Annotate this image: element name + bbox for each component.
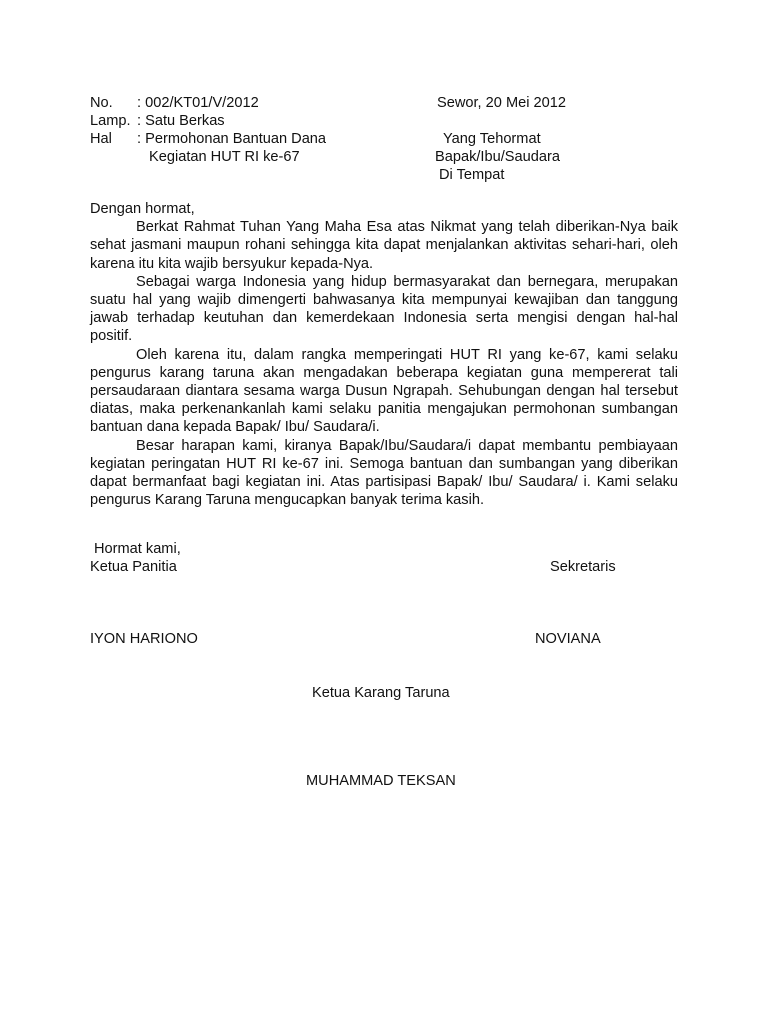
youth-org-chair-name: MUHAMMAD TEKSAN (306, 773, 456, 789)
number-value: : 002/KT01/V/2012 (137, 95, 259, 111)
secretary-name: NOVIANA (535, 631, 601, 647)
closing-greeting: Hormat kami, (94, 541, 181, 557)
chair-title: Ketua Panitia (90, 559, 177, 575)
chair-name: IYON HARIONO (90, 631, 198, 647)
body-paragraph-3: Oleh karena itu, dalam rangka memperingati HUT RI yang ke-67, kami selaku pengurus karang taruna akan mengadakan beberapa kegiatan guna mempererat tali persaudaraan diantara sesama warga Dusun Ngrapah. Sehubungan dengan hal tersebut diatas, maka perkenankanlah kami selaku panitia mengajukan permohonan sumbangan bantuan dana kepada Bapak/ Ibu/ Saudara/i. (90, 346, 678, 436)
youth-org-title: Ketua Karang Taruna (312, 685, 450, 701)
subject-label: Hal (90, 131, 112, 147)
subject-value: : Permohonan Bantuan Dana (137, 131, 327, 147)
body-paragraph-2: Sebagai warga Indonesia yang hidup bermasyarakat dan bernegara, merupakan suatu hal yang wajib dimengerti bahwasanya kita mempunyai kewajiban dan tanggung jawab terhadap keutuhan dan kemerdekaan Indonesia serta mengisi dengan hal-hal positif. (90, 273, 678, 345)
recipient-line-1: Yang Tehormat (443, 131, 541, 147)
recipient-line-2: Bapak/Ibu/Saudara (435, 149, 560, 165)
attachment-value: : Satu Berkas (137, 113, 225, 129)
place-date: Sewor, 20 Mei 2012 (437, 95, 566, 111)
secretary-title: Sekretaris (550, 559, 616, 575)
number-label: No. (90, 95, 113, 111)
subject-value-continued: Kegiatan HUT RI ke-67 (149, 149, 300, 165)
attachment-label: Lamp. (90, 113, 131, 129)
letter-body (90, 200, 678, 509)
body-paragraph-4: Besar harapan kami, kiranya Bapak/Ibu/Saudara/i dapat membantu pembiayaan kegiatan peringatan HUT RI ke-67 ini. Semoga bantuan dan sumbangan yang diberikan dapat bermanfaat bagi kegiatan ini. Atas partisipasi Bapak/ Ibu/ Saudara/ i. Kami selaku pengurus Karang Taruna mengucapkan banyak terima kasih. (90, 437, 678, 509)
recipient-line-3: Di Tempat (439, 167, 505, 183)
salutation: Dengan hormat, (90, 201, 195, 217)
body-paragraph-1: Berkat Rahmat Tuhan Yang Maha Esa atas Nikmat yang telah diberikan-Nya baik sehat jasmani maupun rohani sehingga kita dapat menjalankan aktivitas sehari-hari, oleh karena itu kita wajib bersyukur kepada-Nya. (90, 219, 678, 272)
